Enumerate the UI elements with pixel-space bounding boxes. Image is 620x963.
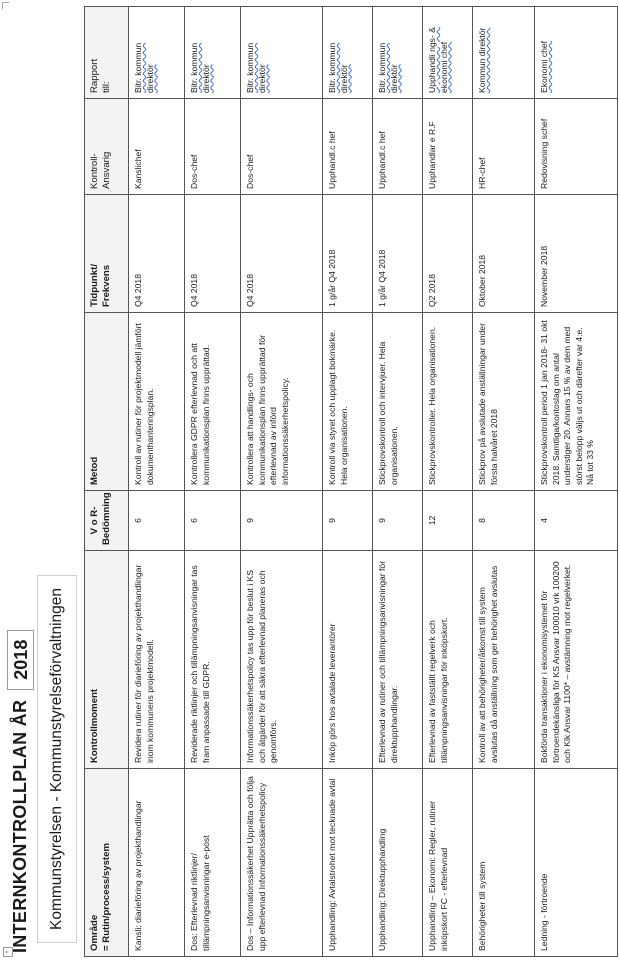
cell-kontrollmoment[interactable]: Efterlevnad av fastställt regelverk och tillämpningsanvisningar för inköpskort.	[423, 551, 473, 769]
cell-kontrollmoment[interactable]: Reviderade riktlinjer och tillämpningsanvisningar tas fram anpassade till GDPR.	[185, 551, 241, 769]
cell-kontrollmoment[interactable]: Kontroll av att behörigheter/åtkomst till system avslutas då anställning som ger behörighet avslutas	[473, 551, 535, 769]
cell-metod[interactable]: Kontroll via styret och upplagt bokmärke. Hela organisationen.	[323, 313, 373, 491]
cell-metod[interactable]: Stickprov på avslutade anställningar under första halvåret 2018	[473, 313, 535, 491]
cell-ansvarig[interactable]: HR-chef	[473, 99, 535, 195]
cell-bedomning[interactable]: 9	[323, 491, 373, 551]
cell-rapport[interactable]: Kommun direktör	[473, 7, 535, 99]
cell-omrade[interactable]: Ledning - förtroende	[535, 769, 618, 957]
cell-omrade[interactable]: Upphandling – Ekonomi: Regler, rutiner inköpskort FC - efterlevnad	[423, 769, 473, 957]
cell-tidpunkt[interactable]: November 2018	[535, 195, 618, 313]
title-row	[0, 630, 40, 953]
cell-tidpunkt[interactable]: Q4 2018	[185, 195, 241, 313]
cell-kontrollmoment[interactable]: Bokförda transaktioner i ekonomisystemet för förtroendekänsliga för KS Ansvar 100010 vrk 100200 och Klk Ansvar 1100* – avstämning mot regelverket.	[535, 551, 618, 769]
title-year-field[interactable]: 2018	[7, 630, 34, 690]
cell-bedomning[interactable]: 8	[473, 491, 535, 551]
cell-tidpunkt[interactable]: Oktober 2018	[473, 195, 535, 313]
table-move-handle-icon[interactable]: +	[3, 947, 13, 957]
table-row	[323, 7, 373, 957]
table-row	[423, 7, 473, 957]
subtitle: Kommunstyrelsen - Kommunstyrelseförvaltningen	[48, 588, 65, 930]
cell-ansvarig[interactable]: Dos-chef	[241, 99, 323, 195]
table-header-row	[85, 7, 129, 957]
cell-tidpunkt[interactable]: Q4 2018	[241, 195, 323, 313]
header-kontrollmoment: Kontrollmoment	[85, 551, 129, 769]
cell-metod[interactable]: Kontrollera GDPR efterlevnad och att kommunikationsplan finns upprättad.	[185, 313, 241, 491]
header-ansvarig: Kontroll- Ansvarig	[85, 99, 129, 195]
cell-ansvarig[interactable]: Dos-chef	[185, 99, 241, 195]
cell-metod[interactable]: Kontrollera att handlings- och kommunikationsplan finns upprättad för efterlevnad av införd informationssäkerhetspolicy.	[241, 313, 323, 491]
table-row	[535, 7, 618, 957]
cell-kontrollmoment[interactable]: Revidera rutiner för diarieföring av projekthandlingar inom kommunens projektmodell.	[129, 551, 185, 769]
cell-tidpunkt[interactable]: Q2 2018	[423, 195, 473, 313]
table-row	[373, 7, 423, 957]
cell-ansvarig[interactable]: Kanslichef	[129, 99, 185, 195]
cell-kontrollmoment[interactable]: Inköp görs hos avtalade leverantörer	[323, 551, 373, 769]
cell-bedomning[interactable]: 12	[423, 491, 473, 551]
subtitle-box	[37, 575, 77, 943]
cell-metod[interactable]: Stickprovskontroll och intervjuer. Hela organisationen.	[373, 313, 423, 491]
cell-metod[interactable]: Kontroll av rutiner för projektmodell jämfört dokumenthanteringsplan.	[129, 313, 185, 491]
page-corner-icon	[2, 2, 9, 9]
table-row	[185, 7, 241, 957]
cell-omrade[interactable]: Upphandling: Direktupphandling	[373, 769, 423, 957]
cell-tidpunkt[interactable]: 1 g/år Q4 2018	[373, 195, 423, 313]
cell-ansvarig[interactable]: Upphandlar e R.F	[423, 99, 473, 195]
cell-bedomning[interactable]: 6	[129, 491, 185, 551]
cell-ansvarig[interactable]: Redovisning schef	[535, 99, 618, 195]
cell-rapport[interactable]: Bitr. kommun direktör	[373, 7, 423, 99]
cell-ansvarig[interactable]: Upphandl.c hef	[373, 99, 423, 195]
header-metod: Metod	[85, 313, 129, 491]
header-bedomning: V o R- Bedömning	[85, 491, 129, 551]
cell-kontrollmoment[interactable]: Efterlevnad av rutiner och tillämpningsanvisningar för direktupphandlingar.	[373, 551, 423, 769]
cell-rapport[interactable]: Bitr. kommun direktör	[241, 7, 323, 99]
table-row	[129, 7, 185, 957]
header-tidpunkt: Tidpunkt/ Frekvens	[85, 195, 129, 313]
cell-omrade[interactable]: Behörigheter till system	[473, 769, 535, 957]
cell-bedomning[interactable]: 9	[241, 491, 323, 551]
cell-tidpunkt[interactable]: Q4 2018	[129, 195, 185, 313]
cell-omrade[interactable]: Upphandling: Avtalstrohet mot tecknade avtal	[323, 769, 373, 957]
cell-rapport[interactable]: Bitr. kommun direktör	[185, 7, 241, 99]
cell-ansvarig[interactable]: Upphandl.c hef	[323, 99, 373, 195]
cell-omrade[interactable]: Dos: Efterlevnad riktlinjer/ tillämpningsanvisningar e-post	[185, 769, 241, 957]
cell-metod[interactable]: Stickprovskontroll period 1 jan 2018- 31 okt 2018. Samtliga/kontoslag om antal understiger 20. Annars 15 % av dem med störst belopp väljs ut och därefter var 4:e. Nå tot 33 %	[535, 313, 618, 491]
cell-omrade[interactable]: Kansli: diarieföring av projekthandlingar	[129, 769, 185, 957]
cell-bedomning[interactable]: 4	[535, 491, 618, 551]
page-title: INTERNKONTROLLPLAN ÅR	[9, 699, 30, 953]
control-plan-table-wrapper	[84, 7, 618, 957]
cell-rapport[interactable]: Bitr. kommun direktör	[129, 7, 185, 99]
cell-rapport[interactable]: Bitr. kommun direktör	[323, 7, 373, 99]
cell-rapport[interactable]: Ekonomi chef	[535, 7, 618, 99]
header-rapport: Rapport till:	[85, 7, 129, 99]
table-row	[241, 7, 323, 957]
cell-bedomning[interactable]: 9	[373, 491, 423, 551]
cell-tidpunkt[interactable]: 1 g/år Q4 2018	[323, 195, 373, 313]
cell-bedomning[interactable]: 6	[185, 491, 241, 551]
cell-metod[interactable]: Stickprovskontroller. Hela organisationen.	[423, 313, 473, 491]
cell-kontrollmoment[interactable]: Informationssäkerhetspolicy tas upp för beslut i KS och åtgärder för att säkra efterlevnad planeras och genomförs.	[241, 551, 323, 769]
control-plan-table	[84, 6, 618, 957]
cell-rapport[interactable]: Upphandli ngs- & ekonomi chef	[423, 7, 473, 99]
cell-omrade[interactable]: Dos – Informationssäkerhet Upprätta och följa upp efterlevnad Informationssäkerhetspolicy	[241, 769, 323, 957]
header-omrade: Område = Rutin/process/system	[85, 769, 129, 957]
table-row	[473, 7, 535, 957]
